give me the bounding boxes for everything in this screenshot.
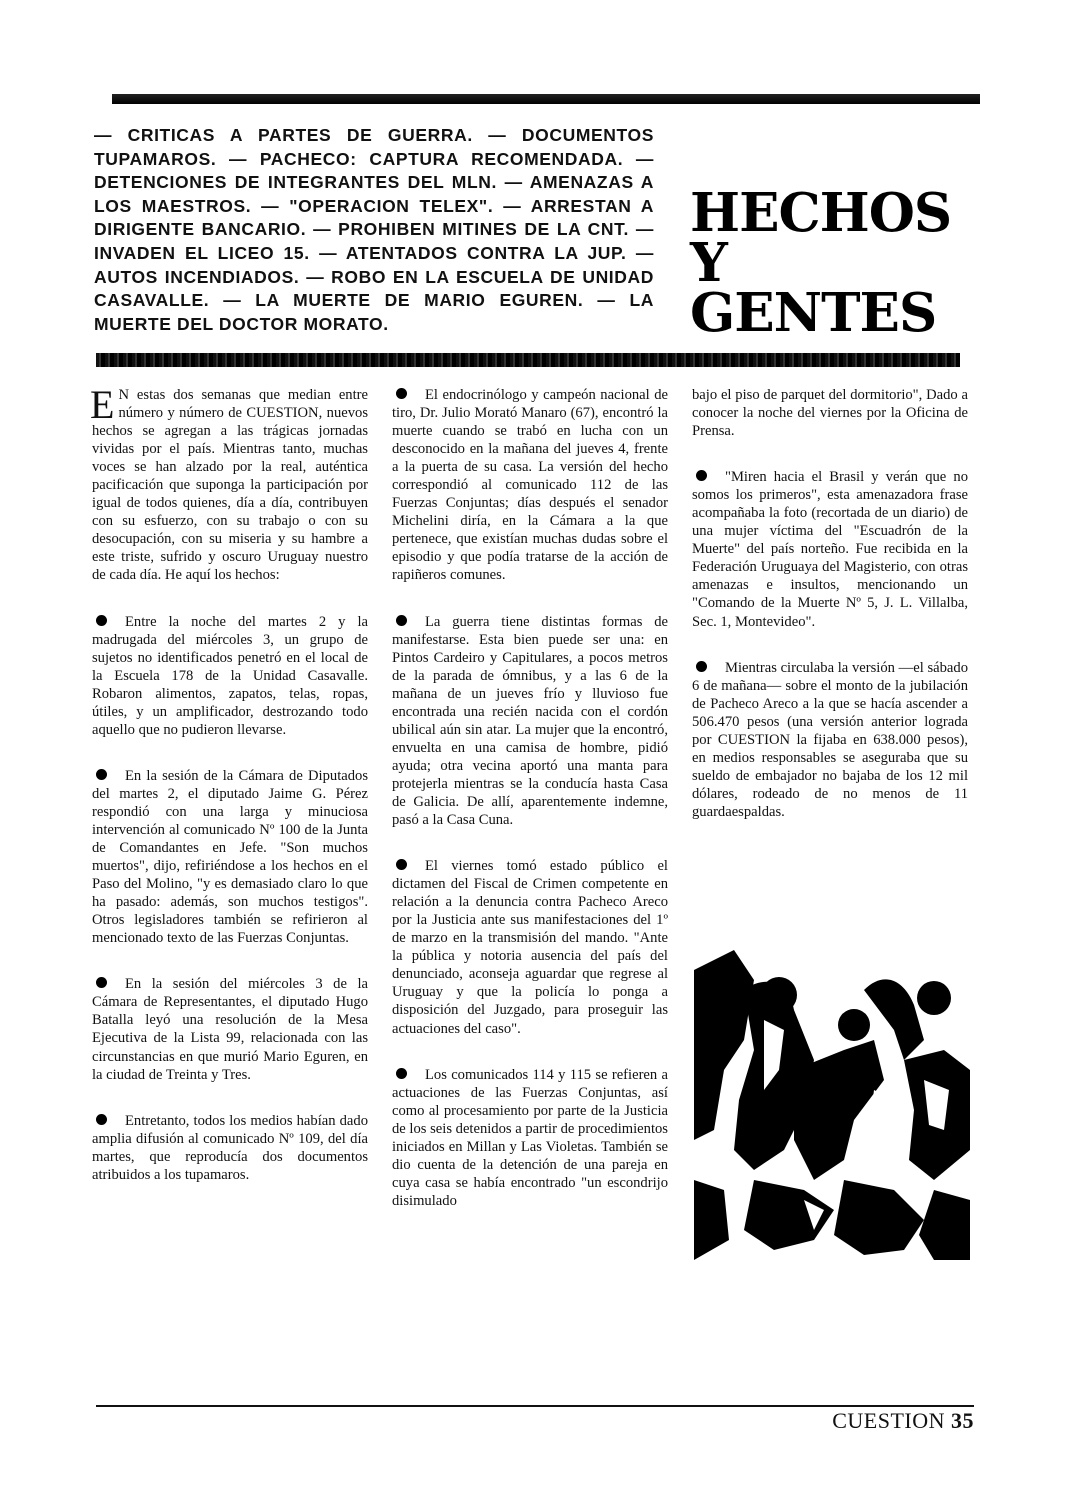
- news-item-text: En la sesión del miércoles 3 de la Cámara de Representantes, el diputado Hugo Batalla leyó una resolución de la Mesa Ejecutiva de la Lista 99, relacionada con las circunstancias en que murió Mario Eguren, en la ciudad de Treinta y Tres.: [92, 976, 368, 1083]
- bullet-icon: [396, 859, 407, 870]
- news-photo: [694, 950, 970, 1260]
- magazine-name: CUESTION: [832, 1408, 945, 1433]
- news-item: [692, 659, 968, 821]
- bullet-icon: [96, 1114, 107, 1125]
- continuation-paragraph: bajo el piso de parquet del dormitorio", Dado a conocer la noche del viernes por la Oficina de Prensa.: [692, 387, 968, 440]
- dropcap: E: [90, 382, 115, 427]
- news-item: [92, 975, 368, 1083]
- news-item-text: El viernes tomó estado público el dictamen del Fiscal de Crimen competente en relación a la denuncia contra Pacheco Areco por la Justicia ante sus manifestaciones del 1º de marzo en la transmisión del mando. "Ante la pública y notoria ausencia del país del denunciado, aconseja aguardar que regrese al Uruguay y que la policía lo ponga a disposición del Juzgado, para proseguir las actuaciones del caso".: [392, 858, 668, 1037]
- news-item-text: La guerra tiene distintas formas de manifestarse. Esta bien puede ser una: en Pintos Cardeiro y Capitulares, a pocos metros de la parada de ómnibus, y a las 6 de la mañana de un jueves frío y lluvioso fue encontrada una recién nacida con el cordón ubilical aún sin atar. La mujer que la encontró, envuelta en una camisa de hombre, pidió ayuda; otra vecina aportó una manta para protejerla mientras se la conducía hasta Casa de Galicia. De allí, aparentemente indemne, pasó a la Casa Cuna.: [392, 613, 668, 829]
- column-3: [692, 386, 968, 849]
- section-divider: [96, 353, 960, 367]
- bullet-icon: [96, 769, 107, 780]
- news-item: [392, 857, 668, 1037]
- column-1: [90, 382, 368, 1212]
- bottom-rule: [96, 1405, 974, 1407]
- news-item: [92, 1112, 368, 1184]
- news-item-text: "Miren hacia el Brasil y verán que no somos los primeros", esta amenazadora frase acompañaba la foto (recortada de un diario) de una mujer víctima del "Escuadrón de la Muerte" del país norteño. Fue recibida en la Federación Uruguaya del Magisterio, con otras amenazas e insultos, mencionando un "Comando de la Muerte Nº 5, J. L. Villalba, Sec. 1, Montevideo".: [692, 469, 968, 630]
- summary-headlines: — CRITICAS A PARTES DE GUERRA. — DOCUMENTOS TUPAMAROS. — PACHECO: CAPTURA RECOMENDADA. — DETENCIONES DE INTEGRANTES DEL MLN. — AMENAZAS A LOS MAESTROS. — "OPERACION TELEX". — ARRESTAN A DIRIGENTE BANCARIO. — PROHIBEN MITINES DE LA CNT. — INVADEN EL LICEO 15. — ATENTADOS CONTRA LA JUP. — AUTOS INCENDIADOS. — ROBO EN LA ESCUELA DE UNIDAD CASAVALLE. — LA MUERTE DE MARIO EGUREN. — LA MUERTE DEL DOCTOR MORATO.: [94, 125, 654, 334]
- column-2: [392, 386, 668, 1238]
- news-item: [392, 386, 668, 585]
- news-item-text: En la sesión de la Cámara de Diputados del martes 2, el diputado Jaime G. Pérez respondió con una larga y minuciosa intervención al comunicado Nº 100 de la Junta de Comandantes en Jefe. "Son muchos muertos", dijo, refiriéndose a los hechos en el Paso del Molino, "y es demasiado claro lo que ha pasado: además, son muchos testigos". Otros legisladores también se refirieron al mencionado texto de las Fuerzas Conjuntas.: [92, 767, 368, 947]
- top-rule: [112, 94, 980, 104]
- bullet-icon: [696, 470, 707, 481]
- bullet-icon: [96, 615, 107, 626]
- news-item: [92, 613, 368, 739]
- bullet-icon: [396, 615, 407, 626]
- bullet-icon: [396, 1068, 407, 1079]
- news-item-text: El endocrinólogo y campeón nacional de tiro, Dr. Julio Morató Manaro (67), encontró la muerte cuando se trabó en lucha con un desconocido en la mañana del jueves 4, frente a la puerta de su casa. La versión del hecho correspondió al comunicado 112 de las Fuerzas Conjuntas; días después el senador Michelini diría, en la Cámara a la que pertenece, que existían muchas dudas sobre el episodio y que podía tratarse de la acción de rapiñeros comunes.: [392, 387, 668, 584]
- bullet-icon: [396, 388, 407, 399]
- news-item: [392, 1066, 668, 1210]
- intro-paragraph: [90, 382, 368, 585]
- logo-line-1: HECHOS: [690, 182, 952, 244]
- news-item: [92, 767, 368, 947]
- news-item-text: Los comunicados 114 y 115 se refieren a actuaciones de las Fuerzas Conjuntas, así como al procesamiento por parte de la Justicia de los seis detenidos a partir de procedimientos iniciados en Millan y Las Violetas. También se dio cuenta de la detención de una pareja en cuya casa se había encontrado "un escondrijo disimulado: [392, 1066, 668, 1209]
- news-item-text: Entre la noche del martes 2 y la madrugada del miércoles 3, un grupo de sujetos no identificados penetró en el local de la Escuela 178 de la Unidad Casavalle. Robaron alimentos, zapatos, telas, ropas, útiles, y un amplificador, destrozando todo aquello que no pudieron llevarse.: [92, 613, 368, 738]
- page-footer: [830, 1408, 974, 1434]
- intro-text: N estas dos semanas que median entre número y número de CUESTION, nuevos hechos se agregan a las trágicas jornadas vividas por el país. Mientras tanto, muchas voces se han alzado por la real, auténtica pacificación que suponga la participación por igual de todos quienes, día a día, contribuyen con su esfuerzo, con su trabajo o con su desocupación, con su miseria y su hambre a este triste, sufrido y oscuro Uruguay nuestro de cada día. He aquí los hechos:: [92, 387, 368, 584]
- page-number: 35: [951, 1408, 974, 1433]
- news-item-text: Mientras circulaba la versión —el sábado 6 de mañana— sobre el monto de la jubilación de Pacheco Areco a la que se hacía ascender a 506.470 pesos (una versión anterior lograda por CUESTION la fijaba en 638.000 pesos), en medios responsables se aseguraba que su sueldo de embajador no bajaba de los 12 mil dólares, rodeado de no menos de 11 guardaespaldas.: [692, 659, 968, 820]
- news-item-text: Entretanto, todos los medios habían dado amplia difusión al comunicado Nº 109, del día martes, que reproducía dos documentos atribuidos a los tupamaros.: [92, 1112, 368, 1183]
- section-logo: [690, 182, 970, 344]
- logo-line-2: Y GENTES: [690, 232, 937, 344]
- news-item: [692, 468, 968, 630]
- bullet-icon: [696, 661, 707, 672]
- bullet-icon: [96, 977, 107, 988]
- news-item: [392, 613, 668, 830]
